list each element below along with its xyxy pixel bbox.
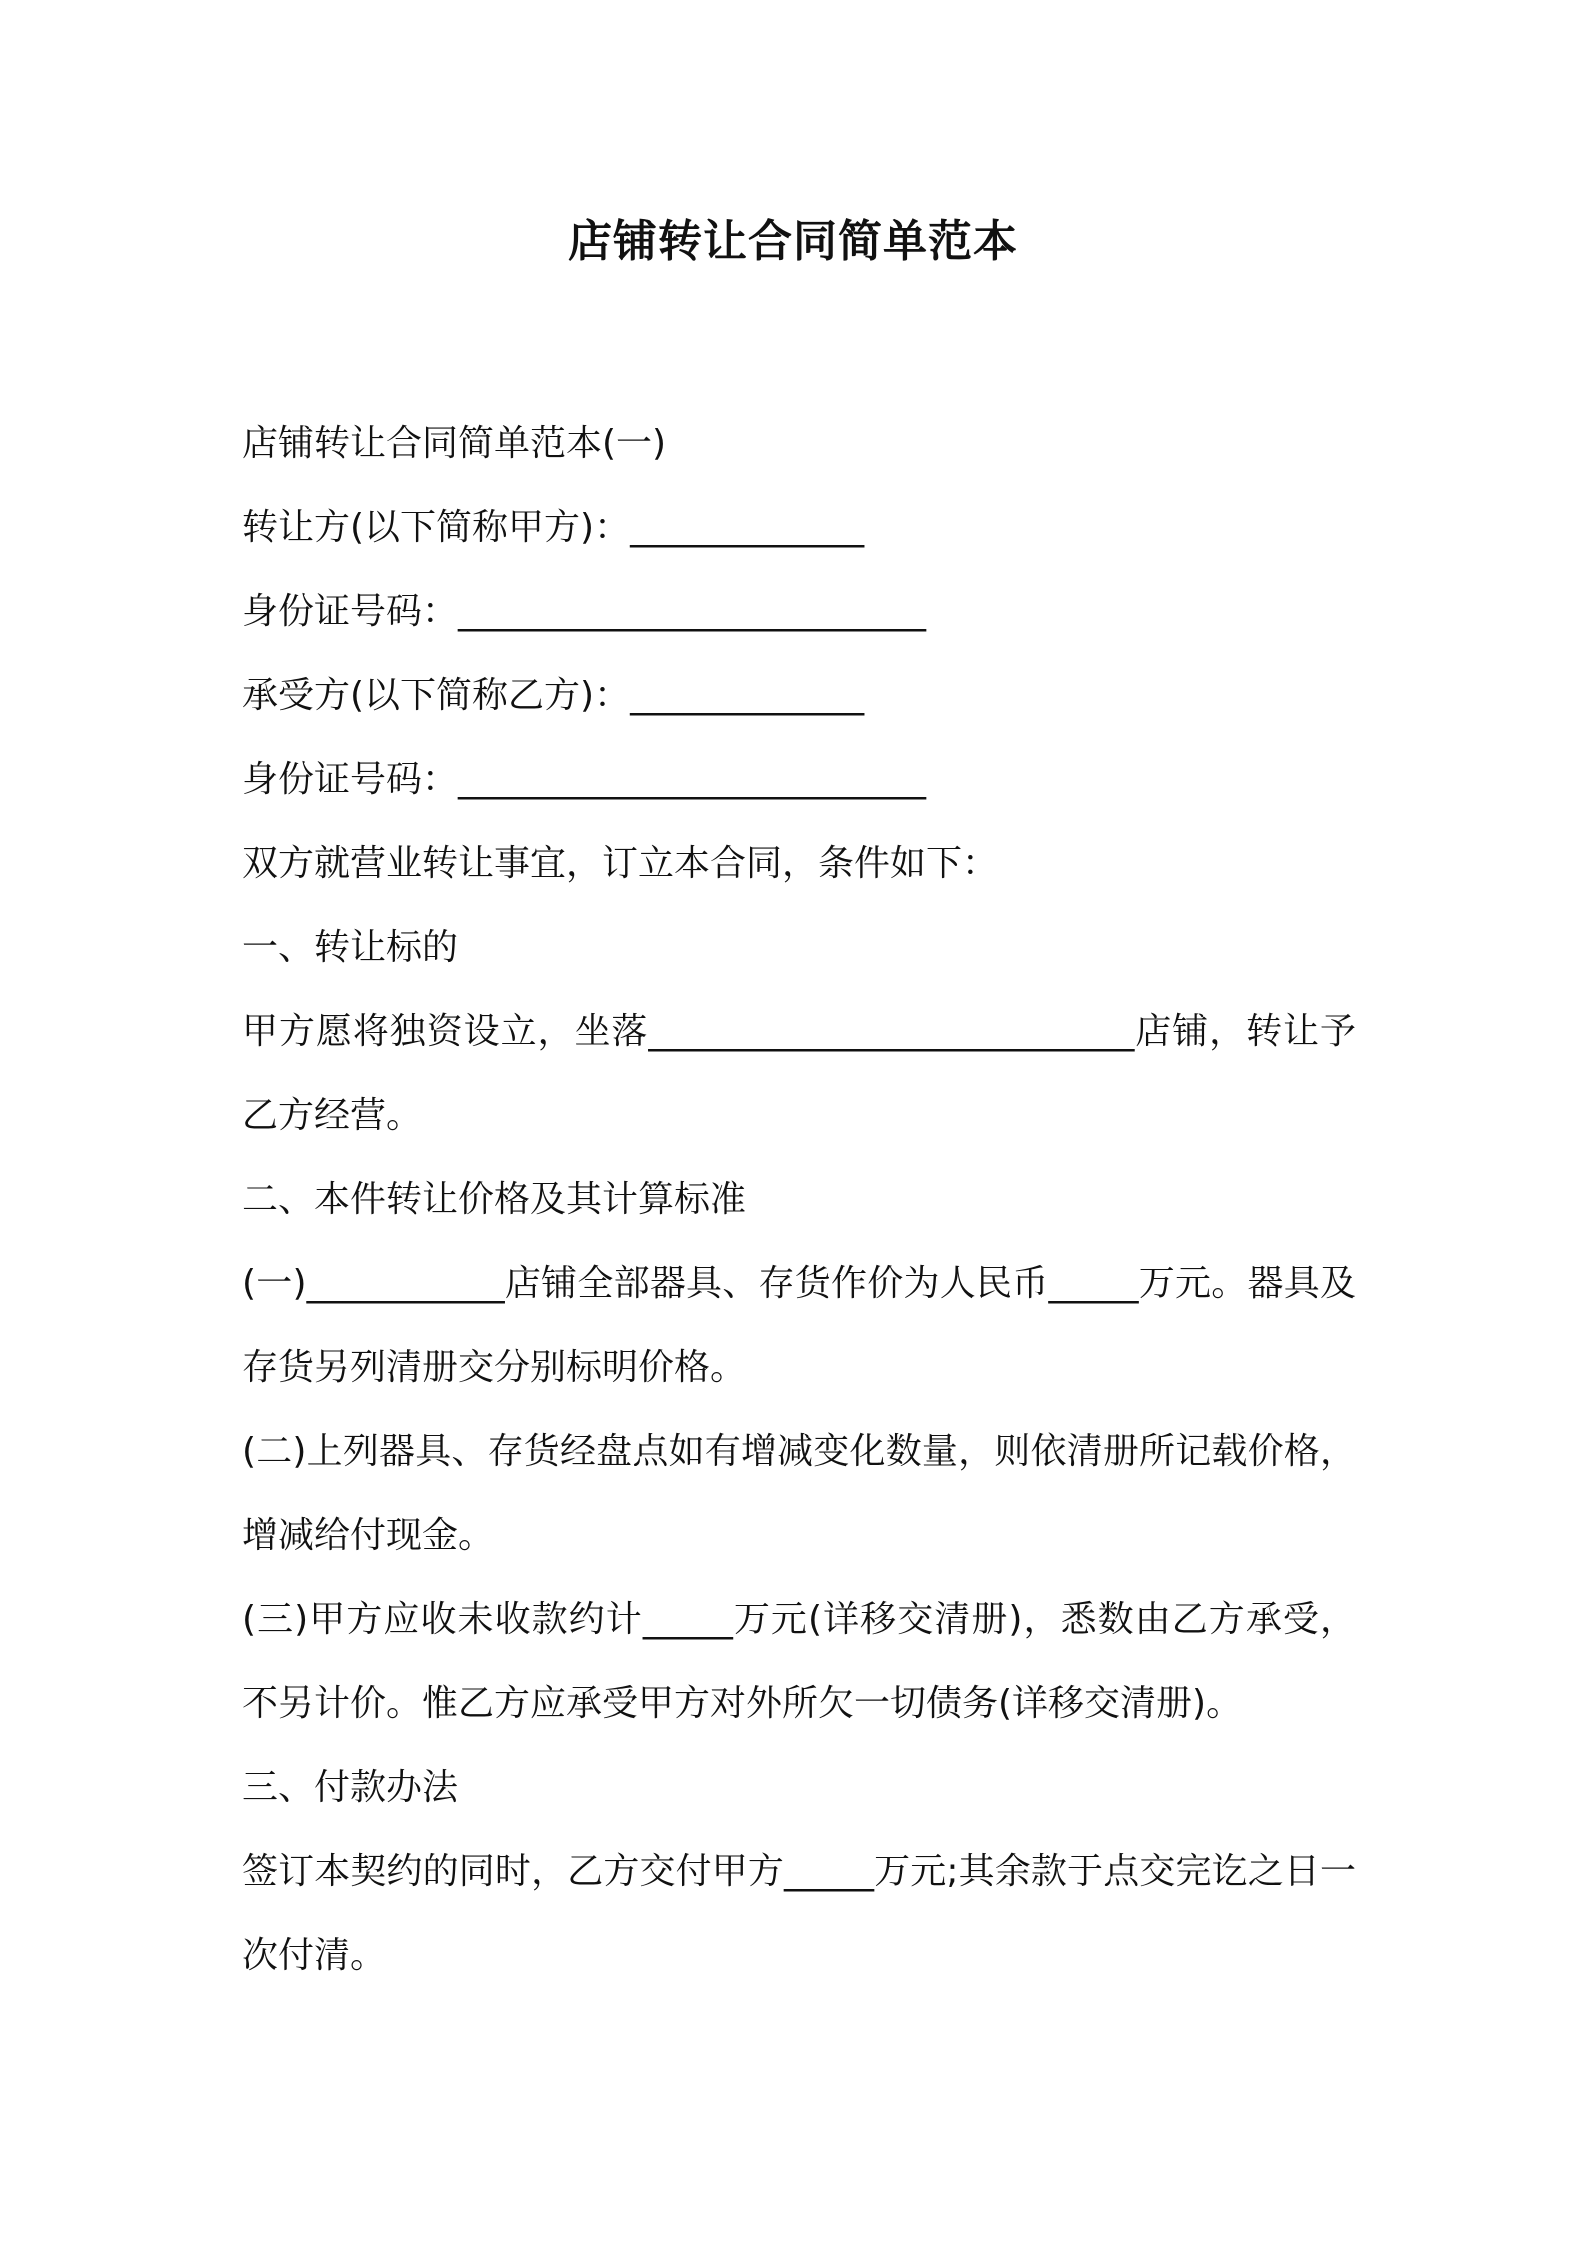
transferee-line: 承受方(以下简称乙方)：_____________	[242, 675, 865, 716]
clause-2-item-1: (一)___________店铺全部器具、存货作价为人民币_____万元。器具及存货另列清册交分别标明价格。	[242, 1263, 1356, 1388]
document-body	[242, 402, 1356, 1998]
transferor-line: 转让方(以下简称甲方)：_____________	[242, 507, 865, 548]
intro-paragraph: 双方就营业转让事宜，订立本合同，条件如下：	[242, 843, 999, 884]
clause-3-text: 签订本契约的同时，乙方交付甲方_____万元;其余款于点交完讫之日一次付清。	[242, 1851, 1356, 1976]
clause-1-text: 甲方愿将独资设立，坐落___________________________店铺，转让予乙方经营。	[242, 1011, 1356, 1136]
clause-heading-2: 二、本件转让价格及其计算标准	[242, 1179, 747, 1220]
document-title: 店铺转让合同简单范本	[568, 216, 1018, 267]
clause-2-item-2: (二)上列器具、存货经盘点如有增减变化数量，则依清册所记载价格，增减给付现金。	[242, 1431, 1356, 1556]
clause-2-item-3: (三)甲方应收未收款约计_____万元(详移交清册)，悉数由乙方承受，不另计价。惟乙方应承受甲方对外所欠一切债务(详移交清册)。	[242, 1599, 1356, 1724]
transferor-id-line: 身份证号码：__________________________	[242, 591, 927, 632]
clause-heading-3: 三、付款办法	[242, 1767, 459, 1808]
clause-heading-1: 一、转让标的	[242, 927, 459, 968]
section-heading: 店铺转让合同简单范本(一)	[242, 423, 667, 464]
transferee-id-line: 身份证号码：__________________________	[242, 759, 927, 800]
